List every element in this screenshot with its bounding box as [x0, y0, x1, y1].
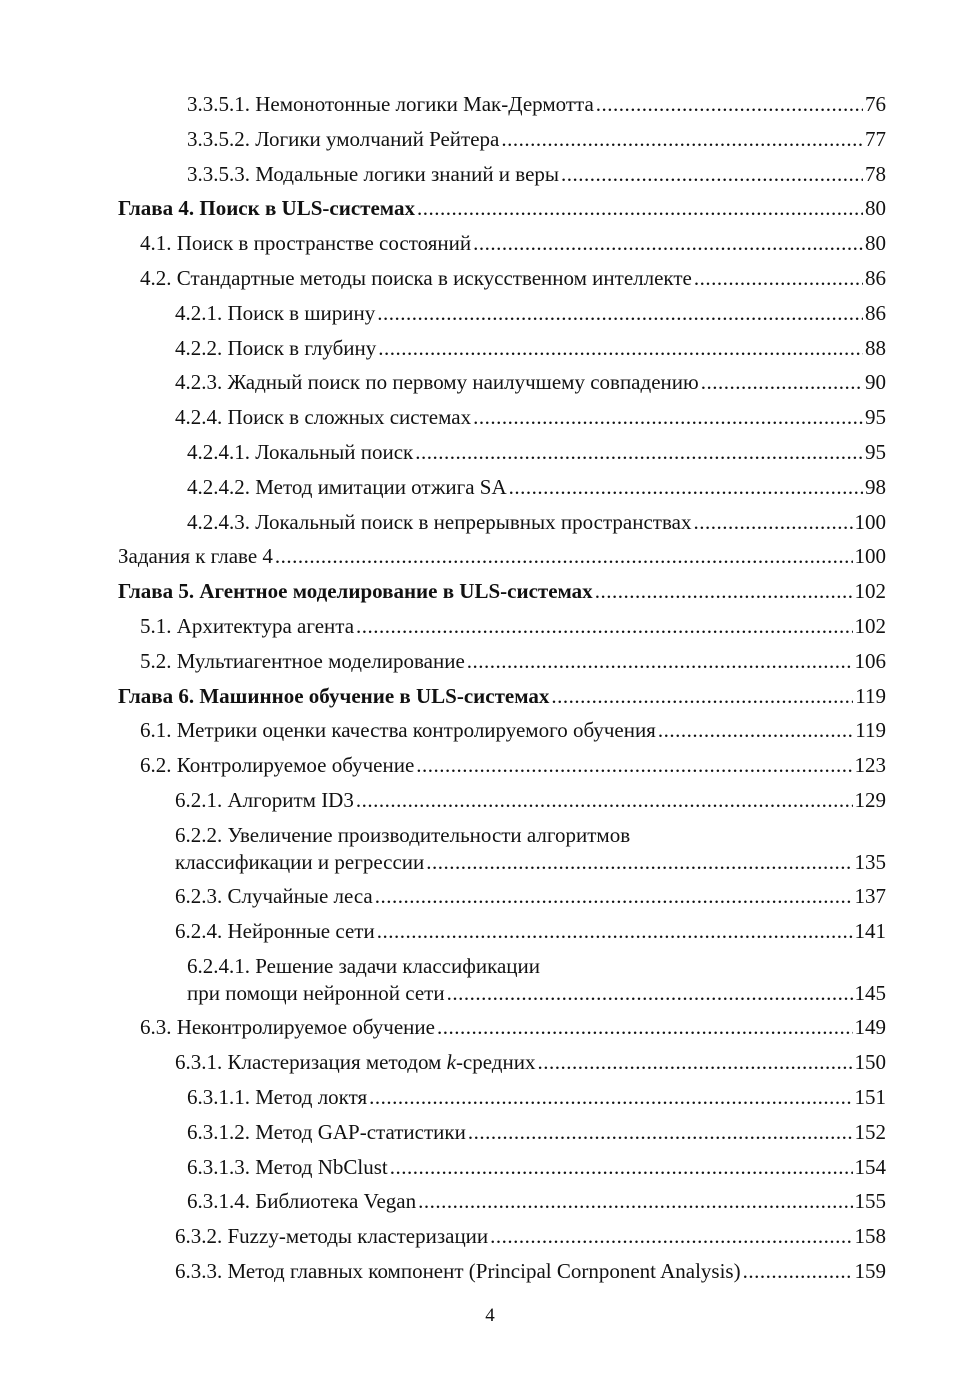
toc-entry	[118, 332, 886, 367]
toc-entry-title: 4.2.4.3. Локальный поиск в непрерывных пространствах	[187, 509, 692, 534]
toc-leader-dots	[501, 126, 863, 153]
toc-entry-page: 80	[865, 231, 886, 256]
toc-entry-title: при помощи нейронной сети	[187, 980, 445, 1005]
toc-entry-title: 4.2.1. Поиск в ширину	[175, 300, 376, 325]
toc-entry-title: 4.1. Поиск в пространстве состояний	[140, 231, 472, 256]
toc-entry-page: 80	[865, 196, 886, 221]
toc-entry	[118, 610, 886, 645]
toc-leader-dots	[743, 1258, 853, 1285]
toc-entry	[118, 749, 886, 784]
toc-entry	[118, 436, 886, 471]
toc-entry	[118, 575, 886, 610]
toc-leader-dots	[377, 300, 863, 327]
toc-entry-title: 4.2.4. Поиск в сложных системах	[175, 405, 472, 430]
toc-entry-title: 4.2.4.2. Метод имитации отжига SA	[187, 474, 507, 499]
toc-entry-page: 78	[865, 161, 886, 186]
toc-entry-page: 119	[855, 683, 886, 708]
toc-entry-title: 6.3.1. Кластеризация методом k-средних	[175, 1050, 536, 1075]
toc-entry-title: 6.3.1.3. Метод NbClust	[187, 1154, 388, 1179]
toc-leader-dots	[356, 613, 852, 640]
toc-entry-title: 6.3.3. Метод главных компонент (Principal Cornponent Analysis)	[175, 1258, 741, 1283]
toc-entry-page: 95	[865, 405, 886, 430]
toc-leader-dots	[275, 543, 853, 570]
toc-entry-page: 106	[854, 648, 886, 673]
toc-leader-dots	[596, 91, 863, 118]
toc-entry-title: 6.3.2. Fuzzy-методы кластеризации	[175, 1224, 489, 1249]
toc-leader-dots	[473, 404, 863, 431]
toc-entry-title: 6.3.1.1. Метод локтя	[187, 1084, 368, 1109]
toc-entry	[118, 123, 886, 158]
toc-leader-dots	[490, 1223, 852, 1250]
toc-leader-dots	[693, 509, 852, 536]
toc-entry-page: 119	[855, 718, 886, 743]
toc-entry-page: 145	[854, 980, 886, 1005]
toc-leader-dots	[658, 717, 853, 744]
toc-entry	[118, 1185, 886, 1220]
toc-entry-title: 4.2. Стандартные методы поиска в искусственном интеллекте	[140, 265, 692, 290]
toc-entry-title: 5.2. Мультиагентное моделирование	[140, 648, 465, 673]
toc-leader-dots	[426, 849, 852, 876]
toc-leader-dots	[416, 752, 852, 779]
toc-entry-title-line1: 6.2.2. Увеличение производительности алгоритмов	[175, 822, 631, 847]
toc-entry	[118, 366, 886, 401]
toc-entry-page: 100	[854, 544, 886, 569]
toc-entry-title: 3.3.5.3. Модальные логики знаний и веры	[187, 161, 560, 186]
toc-entry	[118, 227, 886, 262]
toc-entry	[118, 1116, 886, 1151]
toc-entry-title: Глава 6. Машинное обучение в ULS-системах	[118, 683, 550, 708]
toc-leader-dots	[473, 230, 863, 257]
toc-entry-title: Глава 4. Поиск в ULS-системах	[118, 196, 415, 221]
toc-entry-title: 3.3.5.1. Немонотонные логики Мак-Дермотта	[187, 92, 594, 116]
toc-leader-dots	[378, 335, 863, 362]
table-of-contents	[118, 88, 886, 1290]
toc-entry	[118, 784, 886, 819]
toc-entry	[118, 401, 886, 436]
toc-entry	[118, 262, 886, 297]
toc-entry	[118, 297, 886, 332]
toc-entry-page: 95	[865, 439, 886, 464]
toc-leader-dots	[468, 1119, 853, 1146]
toc-leader-dots	[377, 918, 853, 945]
toc-entry-page: 154	[854, 1154, 886, 1179]
toc-entry-page: 102	[854, 579, 886, 604]
toc-leader-dots	[467, 648, 853, 675]
toc-entry	[118, 1151, 886, 1186]
toc-entry-page: 152	[854, 1119, 886, 1144]
page-number: 4	[485, 1305, 495, 1326]
toc-entry-title: 6.3.1.2. Метод GAP-статистики	[187, 1119, 466, 1144]
toc-entry-page: 86	[865, 265, 886, 290]
toc-leader-dots	[694, 265, 863, 292]
toc-entry-title: Задания к главе 4	[118, 544, 273, 569]
toc-entry-page: 90	[865, 370, 886, 395]
toc-entry-title: 4.2.4.1. Локальный поиск	[187, 439, 414, 464]
toc-leader-dots	[418, 1188, 852, 1215]
toc-entry-page: 158	[854, 1224, 886, 1249]
toc-entry	[118, 1220, 886, 1255]
toc-entry-title: 6.1. Метрики оценки качества контролируемого обучения	[140, 718, 656, 743]
toc-entry-title-line1: 6.2.4.1. Решение задачи классификации	[187, 953, 540, 978]
toc-entry	[118, 158, 886, 193]
toc-entry	[118, 471, 886, 506]
toc-entry	[118, 714, 886, 749]
toc-leader-dots	[390, 1154, 853, 1181]
toc-leader-dots	[369, 1084, 852, 1111]
toc-leader-dots	[375, 883, 853, 910]
toc-leader-dots	[537, 1049, 852, 1076]
toc-entry-page: 98	[865, 474, 886, 499]
toc-entry-title: Глава 5. Агентное моделирование в ULS-системах	[118, 579, 593, 604]
toc-entry-title: 6.3. Неконтролируемое обучение	[140, 1015, 435, 1040]
toc-entry	[118, 915, 886, 950]
toc-entry	[118, 1011, 886, 1046]
toc-entry-title: 4.2.2. Поиск в глубину	[175, 335, 377, 360]
toc-entry-page: 155	[854, 1189, 886, 1214]
toc-entry-page: 149	[854, 1015, 886, 1040]
toc-entry-page: 77	[865, 126, 886, 151]
toc-entry	[118, 506, 886, 541]
toc-entry	[118, 1081, 886, 1116]
toc-entry	[118, 88, 886, 123]
toc-entry-page: 141	[854, 919, 886, 944]
toc-entry	[118, 192, 886, 227]
toc-leader-dots	[551, 683, 853, 710]
toc-entry-title: 4.2.3. Жадный поиск по первому наилучшему совпадению	[175, 370, 699, 395]
toc-entry	[118, 1046, 886, 1081]
toc-entry-title: 6.2.1. Алгоритм ID3	[175, 787, 354, 812]
toc-entry	[118, 1255, 886, 1290]
toc-entry-page: 135	[854, 849, 886, 874]
toc-leader-dots	[701, 369, 863, 396]
toc-entry-title: 6.2.3. Случайные леса	[175, 884, 373, 909]
toc-entry-title: 6.3.1.4. Библиотека Vegan	[187, 1189, 417, 1214]
toc-entry-page: 100	[854, 509, 886, 534]
toc-entry-page: 150	[854, 1050, 886, 1075]
toc-entry-page: 102	[854, 613, 886, 638]
toc-leader-dots	[415, 439, 863, 466]
toc-entry-page: 76	[865, 92, 886, 116]
toc-entry	[118, 540, 886, 575]
toc-entry-title: классификации и регрессии	[175, 849, 425, 874]
toc-entry-title: 5.1. Архитектура агента	[140, 613, 355, 638]
toc-entry	[118, 819, 886, 881]
toc-entry-page: 86	[865, 300, 886, 325]
toc-leader-dots	[417, 195, 863, 222]
toc-entry-title: 6.2.4. Нейронные сети	[175, 919, 375, 944]
toc-entry	[118, 880, 886, 915]
toc-entry	[118, 950, 886, 1012]
toc-entry-page: 137	[854, 884, 886, 909]
toc-leader-dots	[561, 161, 863, 188]
toc-entry-page: 129	[854, 787, 886, 812]
toc-entry-page: 159	[854, 1258, 886, 1283]
toc-entry-title: 3.3.5.2. Логики умолчаний Рейтера	[187, 126, 500, 151]
toc-entry-page: 151	[854, 1084, 886, 1109]
toc-entry-page: 123	[854, 753, 886, 778]
toc-leader-dots	[356, 787, 853, 814]
toc-leader-dots	[437, 1014, 853, 1041]
toc-leader-dots	[595, 578, 853, 605]
toc-entry	[118, 680, 886, 715]
toc-leader-dots	[509, 474, 863, 501]
toc-entry-page: 88	[865, 335, 886, 360]
toc-entry	[118, 645, 886, 680]
toc-leader-dots	[447, 980, 853, 1007]
toc-entry-title: 6.2. Контролируемое обучение	[140, 753, 415, 778]
